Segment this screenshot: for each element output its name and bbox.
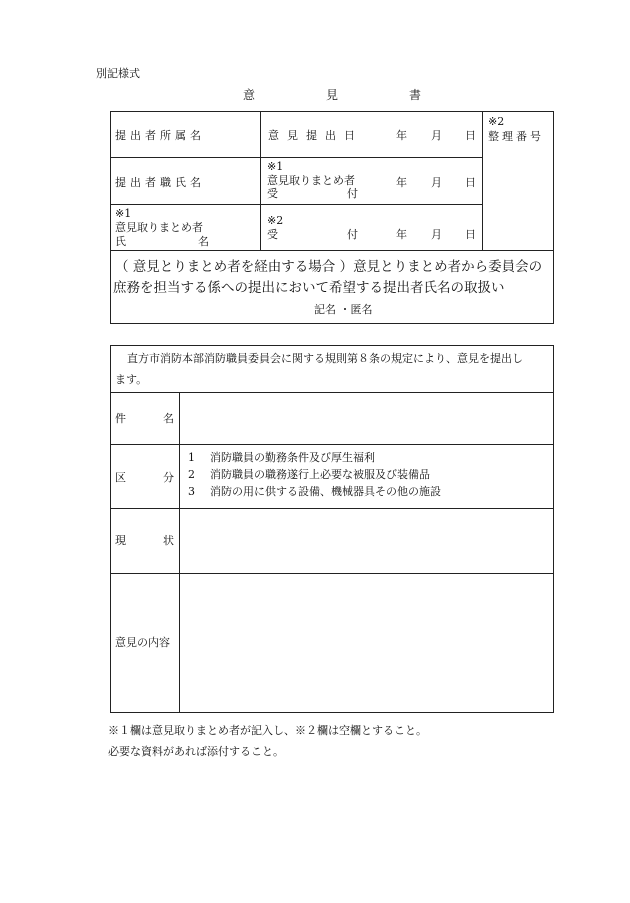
- name-option-choice[interactable]: 記名 ・匿名: [314, 303, 373, 316]
- receive-char-u: 受: [267, 228, 278, 241]
- note2-mark: ※2: [488, 115, 505, 128]
- subject-label-char-2: 名: [163, 412, 174, 425]
- name-char-shi: 氏: [115, 235, 126, 248]
- note1-mark: ※1: [267, 160, 284, 173]
- subject-label-char-1: 件: [115, 412, 126, 425]
- opinion-content-label: 意見の内容: [115, 636, 170, 649]
- ref-number-label: 整理番号: [488, 130, 544, 143]
- year-label: 年: [396, 176, 407, 189]
- category-option-number: 2: [188, 468, 195, 481]
- form-label: 別記様式: [96, 67, 140, 80]
- category-option-text: 消防職員の職務遂行上必要な被服及び装備品: [210, 468, 430, 481]
- year-label: 年: [396, 228, 407, 241]
- row-divider: [110, 444, 554, 445]
- category-label-char-2: 分: [163, 471, 174, 484]
- summarizer-label: 意見取りまとめ者: [267, 174, 355, 187]
- day-label: 日: [465, 129, 476, 142]
- summarizer-name-label: 意見取りまとめ者: [115, 221, 203, 234]
- column-divider: [482, 111, 483, 250]
- affiliation-label: 提出者所属名: [115, 129, 205, 142]
- name-handling-note-line2: 庶務を担当する係への提出において希望する提出者氏名の取扱い: [113, 280, 505, 296]
- title-char-3: 書: [409, 88, 422, 102]
- receive-char-tsuke: 付: [347, 187, 358, 200]
- receive-char-u: 受: [267, 187, 278, 200]
- category-option-text: 消防の用に供する設備、機械器具その他の施設: [210, 485, 441, 498]
- note1-mark: ※1: [115, 207, 132, 220]
- category-option-number: 1: [188, 451, 195, 464]
- month-label: 月: [431, 176, 442, 189]
- name-char-mei: 名: [198, 235, 209, 248]
- day-label: 日: [465, 176, 476, 189]
- intro-line-2: ます。: [115, 373, 148, 386]
- row-divider: [110, 250, 554, 251]
- category-option[interactable]: [180, 484, 553, 500]
- title-char-2: 見: [326, 88, 339, 102]
- intro-line-1: 直方市消防本部消防職員委員会に関する規則第８条の規定により、意見を提出し: [127, 352, 523, 365]
- footnote-2: 必要な資料があれば添付すること。: [108, 745, 284, 758]
- category-option[interactable]: [180, 450, 553, 466]
- opinion-content-input[interactable]: [180, 574, 553, 712]
- category-option-text: 消防職員の勤務条件及び厚生福利: [210, 451, 375, 464]
- category-option-number: 3: [188, 485, 195, 498]
- summarizer-receipt-date-field[interactable]: [261, 205, 481, 249]
- title-char-1: 意: [243, 88, 256, 102]
- note2-mark: ※2: [267, 214, 284, 227]
- receive-char-tsuke: 付: [347, 228, 358, 241]
- subject-input[interactable]: [180, 393, 553, 443]
- category-label-char-1: 区: [115, 471, 126, 484]
- name-handling-note-line1: （ 意見とりまとめ者を経由する場合 ）意見とりまとめ者から委員会の: [115, 259, 543, 275]
- submit-date-label: 意見提出日: [268, 129, 363, 142]
- month-label: 月: [431, 228, 442, 241]
- status-label-char-1: 現: [115, 534, 126, 547]
- status-input[interactable]: [180, 509, 553, 572]
- year-label: 年: [396, 129, 407, 142]
- status-label-char-2: 状: [163, 534, 174, 547]
- name-label: 提出者職氏名: [115, 176, 205, 189]
- footnote-1: ※１欄は意見取りまとめ者が記入し、※２欄は空欄とすること。: [108, 724, 427, 737]
- month-label: 月: [431, 129, 442, 142]
- category-option[interactable]: [180, 467, 553, 483]
- day-label: 日: [465, 228, 476, 241]
